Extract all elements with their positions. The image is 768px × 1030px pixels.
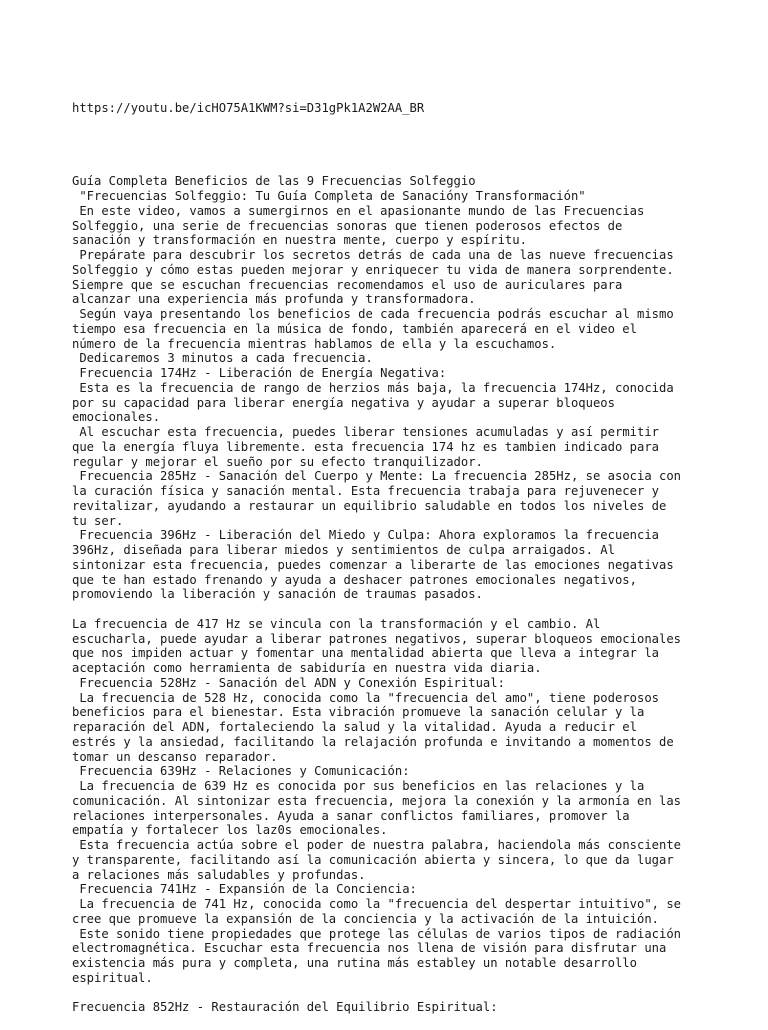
text-line: La frecuencia de 528 Hz, conocida como la "frecuencia del amo", tiene poderosos (72, 690, 660, 705)
document-page (72, 71, 732, 1030)
text-line: Frecuencia 285Hz - Sanación del Cuerpo y Mente: La frecuencia 285Hz, se asocia con (72, 469, 682, 484)
text-line: La frecuencia de 417 Hz se vincula con la transformación y el cambio. Al (72, 616, 601, 631)
text-line: promoviendo la liberación y sanación de traumas pasados. (72, 587, 483, 602)
text-line: estrés y la ansiedad, facilitando la relajación profunda e invitando a momentos de (72, 734, 674, 749)
text-line: aceptación como herramienta de sabiduría en nuestra vida diaria. (72, 661, 542, 675)
text-line: 396Hz, diseñada para liberar miedos y sentimientos de culpa arraigados. Al (72, 543, 615, 557)
text-line: Solfeggio y cómo estas pueden mejorar y enriquecer tu vida de manera sorprendente. (72, 262, 674, 277)
text-line: Esta es la frecuencia de rango de herzios más baja, la frecuencia 174Hz, conocida (72, 380, 674, 395)
text-line: que te han estado frenando y ayuda a deshacer patrones emocionales negativos, (72, 572, 637, 587)
text-line: Al escuchar esta frecuencia, puedes liberar tensiones acumuladas y así permitir (72, 425, 660, 439)
text-line: Frecuencia 639Hz - Relaciones y Comunicación: (72, 764, 410, 779)
text-line: Frecuencia 174Hz - Liberación de Energía Negativa: (72, 366, 447, 380)
text-line: regular y mejorar el sueño por su efecto tranquilizador. (72, 454, 483, 469)
text-line: En este video, vamos a sumergirnos en el apasionante mundo de las Frecuencias (72, 203, 645, 218)
document-body (72, 145, 732, 1015)
text-line: sanación y transformación en nuestra mente, cuerpo y espíritu. (72, 233, 527, 248)
text-line: existencia más pura y completa, una rutina más establey un notable desarrollo (72, 956, 637, 970)
blank-line (72, 986, 732, 1001)
text-line: La frecuencia de 639 Hz es conocida por sus beneficios en las relaciones y la (72, 779, 645, 793)
blank-line (72, 602, 732, 617)
text-line: escucharla, puede ayudar a liberar patrones negativos, superar bloqueos emocionales (72, 631, 682, 646)
text-line: revitalizar, ayudando a restaurar un equilibrio saludable en todos los niveles de (72, 498, 667, 513)
text-line: a relaciones más saludables y profundas. (72, 867, 366, 882)
text-line: Según vaya presentando los beneficios de cada frecuencia podrás escuchar al mismo (72, 307, 674, 321)
text-line: emocionales. (72, 410, 161, 425)
text-line: que la energía fluya libremente. esta frecuencia 174 hz es tambien indicado para (72, 439, 659, 454)
video-link[interactable]: https://youtu.be/icHO75A1KWM?si=D31gPk1A2W2AA_BR (72, 100, 425, 115)
text-line: relaciones interpersonales. Ayuda a sanar conflictos familiares, promover la (72, 808, 630, 823)
text-line: Guía Completa Beneficios de las 9 Frecuencias Solfeggio (72, 174, 476, 189)
text-line: Esta frecuencia actúa sobre el poder de nuestra palabra, haciendola más consciente (72, 838, 682, 852)
text-line: sintonizar esta frecuencia, puedes comenzar a liberarte de las emociones negativas (72, 557, 674, 572)
text-line: empatía y fortalecer los laz0s emocionales. (72, 823, 388, 838)
text-line: Siempre que se escuchan frecuencias recomendamos el uso de auriculares para (72, 277, 623, 292)
blank-line (72, 145, 732, 160)
text-line: Frecuencia 741Hz - Expansión de la Conciencia: (72, 882, 417, 897)
text-line: la curación física y sanación mental. Esta frecuencia trabaja para rejuvenecer y (72, 484, 659, 498)
text-line: electromagnética. Escuchar esta frecuencia nos llena de visión para disfrutar una (72, 941, 667, 956)
text-line: tu ser. (72, 513, 124, 528)
text-line: Frecuencia 528Hz - Sanación del ADN y Conexión Espiritual: (72, 675, 505, 690)
text-line: que nos impiden actuar y fomentar una mentalidad abierta que lleva a integrar la (72, 646, 659, 661)
text-line: espiritual. (72, 970, 153, 985)
text-line: Prepárate para descubrir los secretos detrás de cada una de las nueve frecuencias (72, 248, 674, 262)
text-line: cree que promueve la expansión de la conciencia y la activación de la intuición. (72, 911, 659, 926)
text-line: número de la frecuencia mientras hablamos de ella y la escuchamos. (72, 336, 557, 351)
text-line: La frecuencia de 741 Hz, conocida como la "frecuencia del despertar intuitivo", se (72, 897, 682, 911)
text-line: Frecuencia 396Hz - Liberación del Miedo y Culpa: Ahora exploramos la frecuencia (72, 528, 660, 543)
text-line: Solfeggio, una serie de frecuencias sonoras que tienen poderosos efectos de (72, 218, 623, 233)
text-line: Dedicaremos 3 minutos a cada frecuencia. (72, 351, 373, 366)
text-line: beneficios para el bienestar. Esta vibración promueve la sanación celular y la (72, 705, 645, 720)
text-line: tiempo esa frecuencia en la música de fondo, también aparecerá en el video el (72, 321, 637, 336)
text-line: alcanzar una experiencia más profunda y transformadora. (72, 292, 476, 307)
text-line: y transparente, facilitando así la comunicación abierta y sincera, lo que da lugar (72, 852, 674, 867)
text-line: "Frecuencias Solfeggio: Tu Guía Completa de Sanacióny Transformación" (72, 189, 586, 203)
text-line: tomar un descanso reparador. (72, 749, 278, 764)
text-line: Este sonido tiene propiedades que protege las células de varios tipos de radiación (72, 926, 682, 941)
blank-line (72, 160, 732, 175)
text-line: comunicación. Al sintonizar esta frecuencia, mejora la conexión y la armonía en las (72, 793, 682, 808)
text-line: por su capacidad para liberar energía negativa y ayudar a superar bloqueos (72, 395, 615, 410)
text-line: Frecuencia 852Hz - Restauración del Equilibrio Espiritual: (72, 1000, 498, 1015)
text-line: reparación del ADN, fortaleciendo la salud y la vitalidad. Ayuda a reducir el (72, 720, 637, 734)
